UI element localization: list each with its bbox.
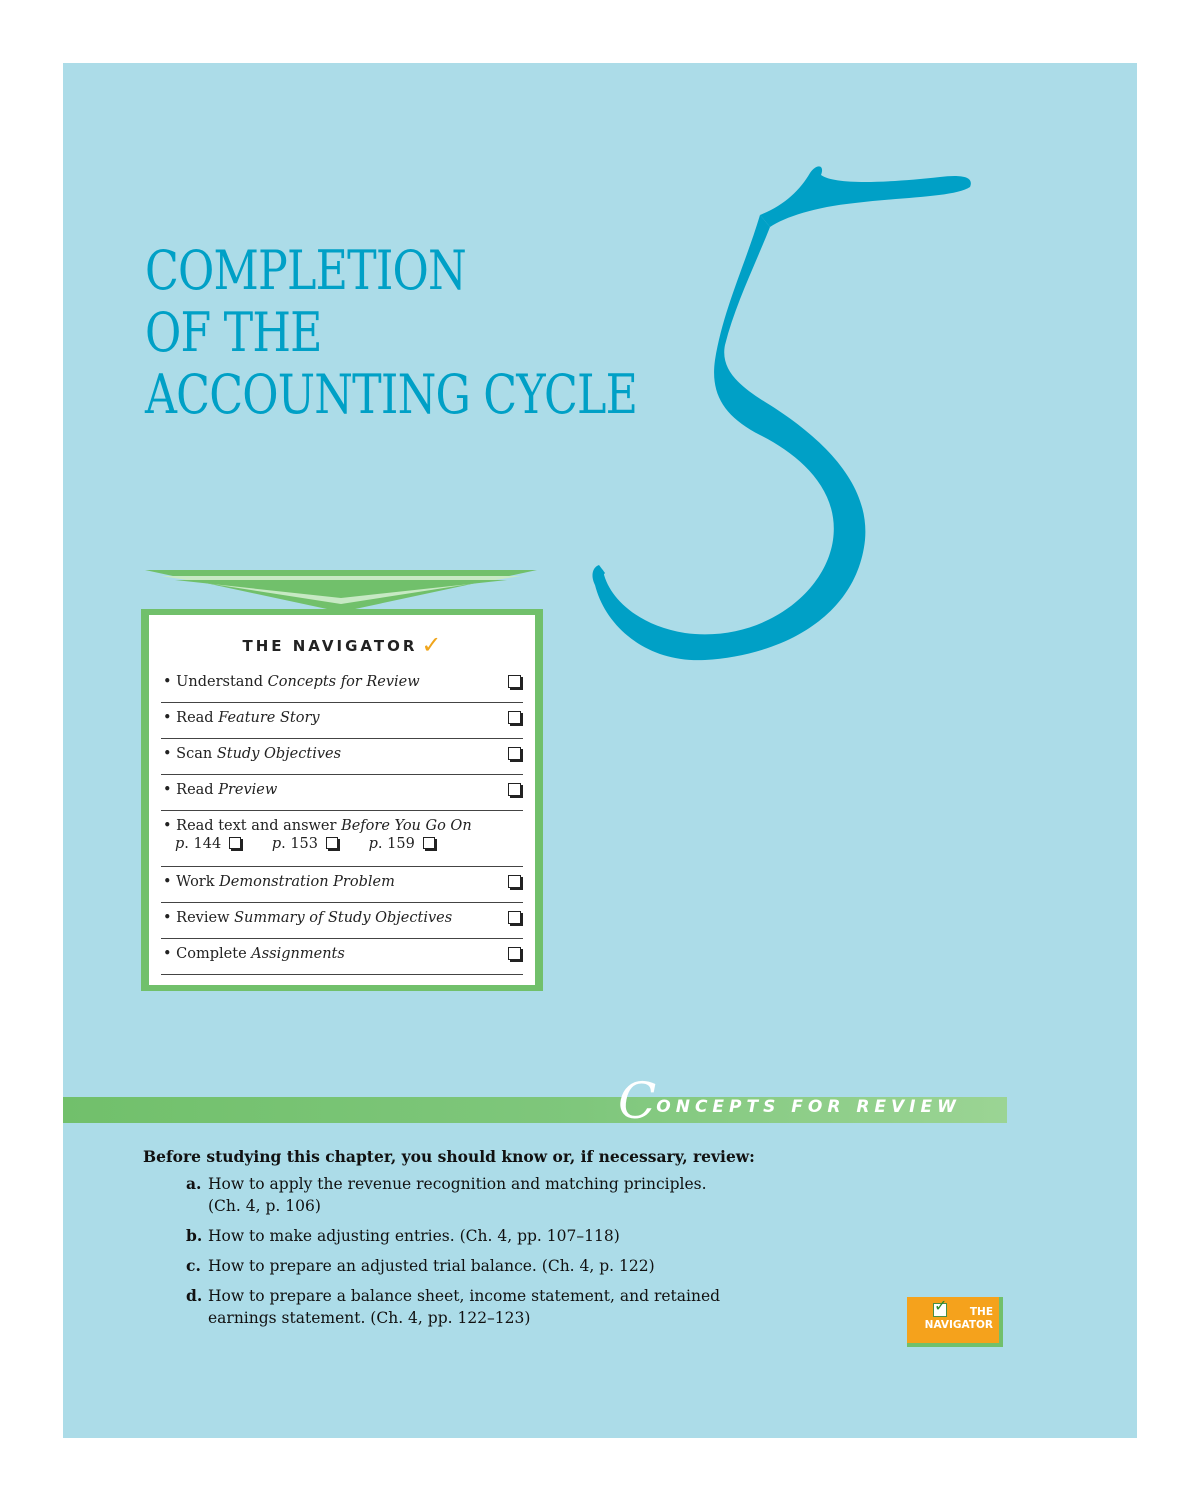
chapter-title-line-2: OF THE bbox=[145, 301, 322, 364]
item-emphasis: Before You Go On bbox=[341, 818, 472, 834]
item-emphasis: Preview bbox=[218, 782, 278, 798]
item-text: • Complete bbox=[163, 946, 252, 962]
page-ref bbox=[272, 836, 338, 852]
page-checklist bbox=[163, 836, 523, 852]
checkbox-icon[interactable] bbox=[508, 711, 521, 724]
item-text: • Read bbox=[163, 782, 219, 798]
navigator-logo[interactable] bbox=[907, 1297, 1003, 1347]
chapter-title-line-3: ACCOUNTING CYCLE bbox=[145, 363, 638, 426]
review-item bbox=[186, 1255, 786, 1277]
review-letter: c. bbox=[186, 1256, 201, 1275]
list-item bbox=[161, 867, 523, 903]
review-ref: earnings statement. (Ch. 4, pp. 122–123) bbox=[208, 1309, 531, 1327]
page-number: . 153 bbox=[281, 836, 319, 852]
list-item bbox=[161, 811, 523, 867]
review-letter: b. bbox=[186, 1226, 203, 1245]
concepts-heading-rest: ONCEPTS FOR REVIEW bbox=[656, 1097, 961, 1117]
navigator-box bbox=[141, 609, 543, 991]
review-intro: Before studying this chapter, you should know or, if necessary, review: bbox=[143, 1147, 755, 1166]
review-item bbox=[186, 1225, 786, 1247]
review-text: How to make adjusting entries. (Ch. 4, pp. 107–118) bbox=[208, 1227, 620, 1245]
navigator-panel bbox=[149, 615, 535, 985]
item-text: • Read bbox=[163, 710, 219, 726]
review-letter: a. bbox=[186, 1174, 202, 1193]
checkbox-icon[interactable] bbox=[508, 747, 521, 760]
checkmark-icon: ✓ bbox=[421, 631, 442, 659]
concepts-banner-title bbox=[618, 1072, 961, 1130]
logo-line-1: THE bbox=[969, 1306, 993, 1318]
checkbox-icon[interactable] bbox=[508, 947, 521, 960]
chapter-title-line-1: COMPLETION bbox=[145, 239, 466, 302]
list-item bbox=[161, 739, 523, 775]
list-item bbox=[161, 667, 523, 703]
page-ref bbox=[369, 836, 435, 852]
list-item bbox=[161, 775, 523, 811]
item-text: • Scan bbox=[163, 746, 217, 762]
review-text: How to prepare an adjusted trial balance. (Ch. 4, p. 122) bbox=[208, 1257, 655, 1275]
page-number: . 144 bbox=[184, 836, 222, 852]
navigator-heading bbox=[149, 631, 535, 659]
page-prefix: p bbox=[175, 836, 185, 852]
review-letter: d. bbox=[186, 1286, 203, 1305]
concepts-heading-initial: C bbox=[618, 1072, 657, 1130]
navigator-checklist bbox=[161, 667, 523, 975]
chapter-number-5 bbox=[585, 155, 985, 675]
item-emphasis: Feature Story bbox=[218, 710, 320, 726]
page-number: . 159 bbox=[377, 836, 415, 852]
item-emphasis: Demonstration Problem bbox=[219, 874, 395, 890]
review-item bbox=[186, 1173, 786, 1217]
item-emphasis: Study Objectives bbox=[216, 746, 342, 762]
list-item bbox=[161, 703, 523, 739]
list-item bbox=[161, 939, 523, 975]
review-text: How to prepare a balance sheet, income statement, and retained bbox=[208, 1287, 721, 1305]
review-item bbox=[186, 1285, 786, 1329]
item-emphasis: Summary of Study Objectives bbox=[234, 910, 453, 926]
review-text: How to apply the revenue recognition and matching principles. bbox=[208, 1175, 707, 1193]
page-ref bbox=[175, 836, 241, 852]
item-text: • Work bbox=[163, 874, 220, 890]
chapter-title bbox=[145, 240, 637, 426]
checkbox-icon[interactable] bbox=[229, 837, 241, 849]
item-text: • Review bbox=[163, 910, 235, 926]
page-prefix: p bbox=[271, 836, 282, 852]
list-item bbox=[161, 903, 523, 939]
navigator-logo-text bbox=[921, 1306, 993, 1332]
review-ref: (Ch. 4, p. 106) bbox=[208, 1197, 321, 1215]
item-text: • Understand bbox=[163, 674, 268, 690]
checkbox-icon[interactable] bbox=[508, 911, 521, 924]
review-list bbox=[186, 1173, 786, 1337]
checkbox-icon[interactable] bbox=[508, 675, 521, 688]
navigator-title: THE NAVIGATOR bbox=[242, 637, 418, 655]
page-prefix: p bbox=[368, 836, 378, 852]
checkbox-icon[interactable] bbox=[508, 875, 521, 888]
item-emphasis: Assignments bbox=[251, 946, 345, 962]
checkbox-icon[interactable] bbox=[423, 837, 435, 849]
item-emphasis: Concepts for Review bbox=[267, 674, 420, 690]
logo-line-2: NAVIGATOR bbox=[924, 1319, 993, 1331]
checkbox-icon[interactable] bbox=[508, 783, 521, 796]
checkbox-icon[interactable] bbox=[326, 837, 338, 849]
item-text: • Read text and answer bbox=[163, 818, 342, 834]
